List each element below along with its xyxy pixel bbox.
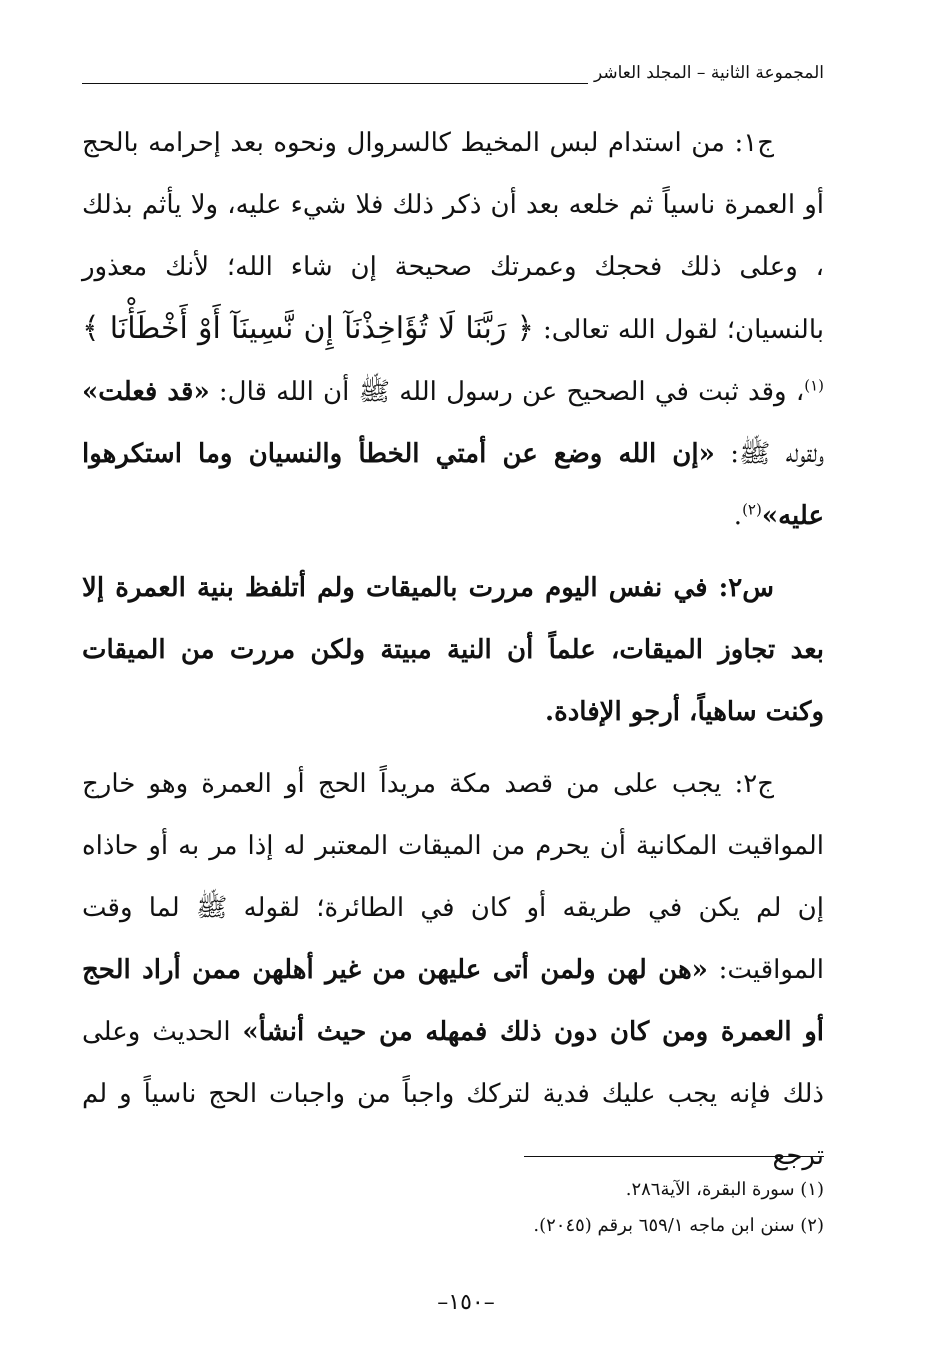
answer-2 bbox=[82, 753, 824, 1187]
running-header bbox=[82, 58, 824, 90]
quran-verse: ﴿ رَبَّنَا لَا تُؤَاخِذْنَآ إِن نَّسِينَآ أَوْ أَخْطَأْنَا ﴾ bbox=[82, 311, 535, 346]
header-rule bbox=[82, 83, 588, 84]
footnote-ref-2: (٢) bbox=[742, 500, 762, 519]
footnote-1: (١) سورة البقرة، الآية٢٨٦. bbox=[625, 1179, 824, 1200]
answer-2-text-1: يجب على من قصد مكة مريداً الحج أو العمرة وهو خارج المواقيت المكانية أن يحرم من الميقات المعتبر له إذا مر به أو حاذاه إن لم يكن في طريقه أو كان في الطائرة؛ لقوله ﷺ لما وقت المواقيت: bbox=[82, 769, 825, 985]
answer-1-text-3: ولقوله ﷺ: bbox=[730, 439, 825, 469]
footnote-rule bbox=[524, 1156, 824, 1157]
running-title: المجموعة الثانية – المجلد العاشر bbox=[593, 63, 824, 83]
question-2: س٢: في نفس اليوم مررت بالميقات ولم أتلفظ بنية العمرة إلا بعد تجاوز الميقات، علماً أن النية مبيتة ولكن مررت من الميقات وكنت ساهياً، أرجو الإفادة. bbox=[82, 573, 824, 727]
answer-2-text-2: الحديث وعلى ذلك فإنه يجب عليك فدية لتركك واجباً من واجبات الحج ناسياً و لم ترجع bbox=[82, 1017, 824, 1171]
answer-1-text-1: من استدام لبس المخيط كالسروال ونحوه بعد إحرامه بالحج أو العمرة ناسياً ثم خلعه بعد أن ذكر ذلك فلا شيء عليه، ولا يأثم بذلك ، وعلى ذلك فحجك وعمرتك صحيحة إن شاء الله؛ لأنك معذور بالنسيان؛ لقول الله تعالى: bbox=[82, 128, 825, 345]
hadith-quote-2: «إن الله وضع عن أمتي الخطأ والنسيان وما استكرهوا عليه» bbox=[82, 439, 824, 531]
page-number: –١٥٠– bbox=[437, 1290, 495, 1315]
hadith-quote-1: «قد فعلت» bbox=[82, 377, 210, 407]
answer-1-end: . bbox=[733, 501, 743, 531]
answer-1-label: ج١: bbox=[734, 128, 775, 158]
answer-2-label: ج٢: bbox=[734, 769, 774, 799]
footnotes bbox=[82, 1172, 824, 1244]
hadith-quote-3: «هن لهن ولمن أتى عليهن من غير أهلهن ممن أراد الحج أو العمرة ومن كان دون ذلك فمهله من حيث أنشأ» bbox=[82, 955, 824, 1047]
footnote-ref-1: (١) bbox=[804, 376, 824, 395]
body-text bbox=[82, 112, 824, 1197]
footnote-2: (٢) سنن ابن ماجه ٦٥٩/١ برقم (٢٠٤٥). bbox=[533, 1215, 824, 1236]
answer-1 bbox=[82, 112, 824, 547]
answer-1-text-2: ، وقد ثبت في الصحيح عن رسول الله ﷺ أن الله قال: bbox=[218, 377, 805, 407]
